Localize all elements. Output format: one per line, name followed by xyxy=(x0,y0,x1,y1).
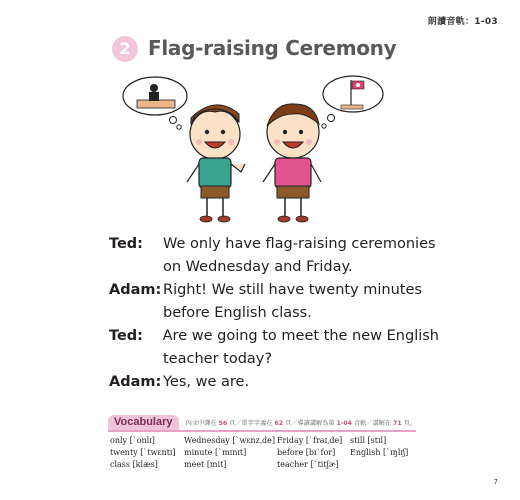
note-page-number: 62 xyxy=(274,420,284,427)
vocabulary-word: minute [ˋmɪnɪt] xyxy=(184,447,247,457)
vocabulary-row xyxy=(110,458,420,470)
vocabulary-word: meet [mit] xyxy=(184,459,227,469)
vocabulary-word: before [bɪˋfor] xyxy=(277,447,336,457)
dialogue-line xyxy=(109,301,439,324)
vocabulary-label: Vocabulary xyxy=(108,415,179,430)
dialogue-text: on Wednesday and Friday. xyxy=(163,258,353,275)
page-number: 7 xyxy=(493,478,498,486)
vocabulary-word: teacher [ˋtitʃɚ] xyxy=(277,459,339,469)
two-boys-illustration xyxy=(115,72,405,227)
vocabulary-row xyxy=(110,434,420,446)
note-text: 內文中譯在 xyxy=(185,420,219,427)
vocabulary-reference-note xyxy=(186,418,416,427)
audio-track-label: 朗讀音軌：1-03 xyxy=(427,17,498,27)
lesson-title: Flag-raising Ceremony xyxy=(148,36,397,60)
boy-left-figure xyxy=(187,105,245,222)
vocabulary-word: twenty [ˋtwɛntɪ] xyxy=(110,447,176,457)
speaker-label: Ted: xyxy=(109,327,143,344)
dialogue-line xyxy=(109,347,439,370)
dialogue-line xyxy=(109,278,439,301)
vocabulary-header xyxy=(108,415,416,430)
lesson-number-badge: 2 xyxy=(112,36,138,62)
dialogue-text: Yes, we are. xyxy=(163,373,250,390)
dialogue-block xyxy=(109,232,439,393)
note-page-number: 71 xyxy=(393,420,402,427)
vocabulary-word: English [ˋɪŋlɪʃ] xyxy=(350,447,409,457)
dialogue-line xyxy=(109,232,439,255)
note-track-number: 1-04 xyxy=(336,420,352,427)
dialogue-line xyxy=(109,324,439,347)
note-text: 頁／單字字義在 xyxy=(227,420,275,427)
vocabulary-row xyxy=(110,446,420,458)
speaker-label: Adam: xyxy=(109,281,162,298)
dialogue-text: Are we going to meet the new English xyxy=(162,327,439,344)
vocabulary-word: Friday [ˋfraɪˌde] xyxy=(277,435,343,445)
vocabulary-divider xyxy=(108,430,416,432)
dialogue-text: teacher today? xyxy=(163,350,273,367)
note-text: 音軌／講解在 xyxy=(351,420,394,427)
dialogue-line xyxy=(109,370,439,393)
speaker-label: Ted: xyxy=(109,235,143,252)
vocabulary-word: Wednesday [ˋwɛnzˌde] xyxy=(184,435,276,445)
dialogue-text: We only have flag-raising ceremonies xyxy=(163,235,436,252)
vocabulary-word: only [ˋonlɪ] xyxy=(110,435,155,445)
vocabulary-word: still [stɪl] xyxy=(350,435,387,445)
dialogue-text: Right! We still have twenty minutes xyxy=(163,281,422,298)
vocabulary-word: class [klæs] xyxy=(110,459,158,469)
note-text: 頁。 xyxy=(401,420,416,427)
speaker-label: Adam: xyxy=(109,373,162,390)
dialogue-line xyxy=(109,255,439,278)
dialogue-text: before English class. xyxy=(163,304,312,321)
thought-bubble-podium-icon xyxy=(123,77,187,129)
vocabulary-list xyxy=(110,434,420,470)
boy-right-figure xyxy=(263,104,321,222)
thought-bubble-flag-icon xyxy=(322,76,383,128)
note-text: 頁／導讀講解為第 xyxy=(283,420,337,427)
note-page-number: 56 xyxy=(218,420,228,427)
